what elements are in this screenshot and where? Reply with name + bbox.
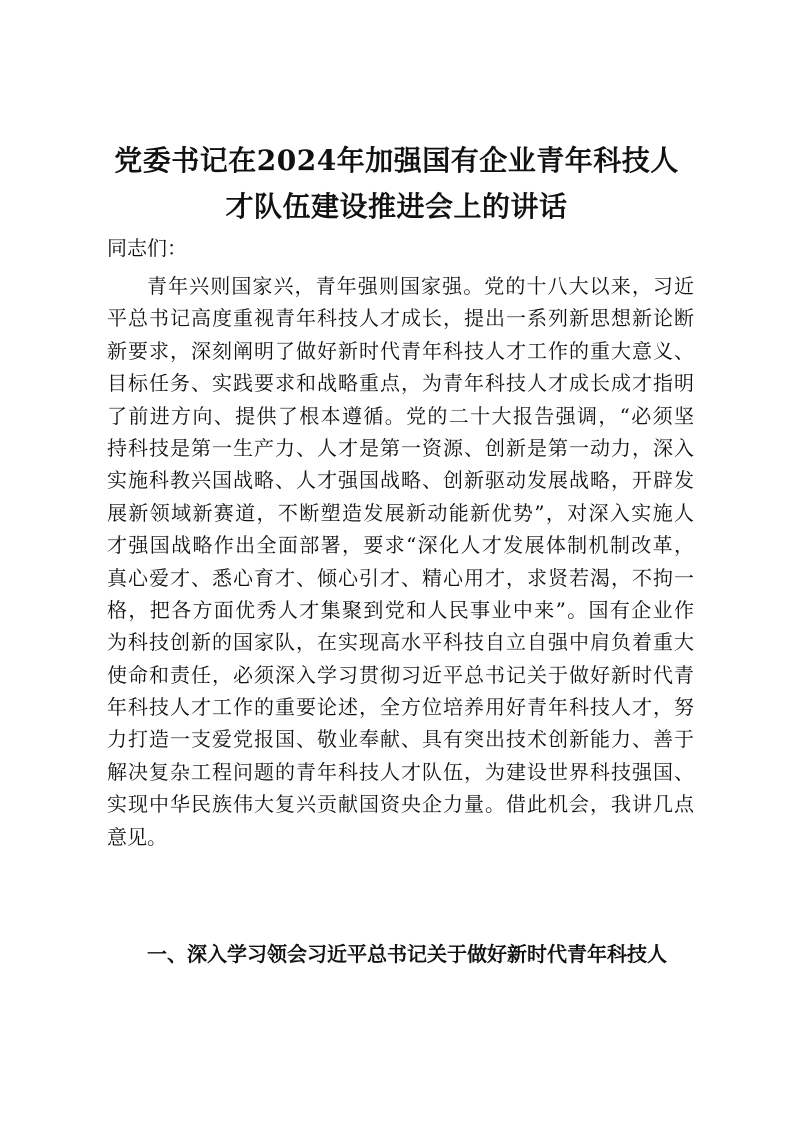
paragraph-line: 青年兴则国家兴，青年强则国家强。党的十八大以来，习近 (147, 274, 694, 298)
title-line-2: 才队伍建设推进会上的讲话 (225, 190, 568, 223)
paragraph-line: 年科技人才工作的重要论述，全方位培养用好青年科技人才，努 (107, 695, 694, 720)
paragraph-line: 力打造一支爱党报国、敬业奉献、具有突出技术创新能力、善于 (107, 727, 694, 752)
paragraph-line: 展新领域新赛道，不断塑造发展新动能新优势”，对深入实施人 (107, 500, 694, 525)
paragraph-line: 实现中华民族伟大复兴贡献国资央企力量。借此机会，我讲几点 (107, 792, 694, 817)
paragraph-line: 格，把各方面优秀人才集聚到党和人民事业中来”。国有企业作 (107, 597, 694, 622)
paragraph-line: 了前进方向、提供了根本遵循。党的二十大报告强调，“必须坚 (107, 403, 694, 428)
section-heading: 一、深入学习领会习近平总书记关于做好新时代青年科技人 (147, 942, 667, 966)
paragraph-line: 实施科教兴国战略、人才强国战略、创新驱动发展战略，开辟发 (107, 468, 694, 493)
paragraph-line: 持科技是第一生产力、人才是第一资源、创新是第一动力，深入 (107, 435, 694, 460)
document-title (100, 138, 693, 230)
paragraph-line: 解决复杂工程问题的青年科技人才队伍，为建设世界科技强国、 (107, 759, 694, 784)
paragraph-1 (107, 270, 694, 853)
paragraph-line: 真心爱才、悉心育才、倾心引才、精心用才，求贤若渴，不拘一 (107, 565, 694, 590)
paragraph-line: 使命和责任，必须深入学习贯彻习近平总书记关于做好新时代青 (107, 662, 694, 687)
paragraph-line: 新要求，深刻阐明了做好新时代青年科技人才工作的重大意义、 (107, 338, 694, 363)
title-line-1: 党委书记在2024年加强国有企业青年科技人 (114, 144, 679, 177)
salutation: 同志们： (107, 236, 187, 260)
paragraph-line: 意见。 (107, 824, 167, 849)
paragraph-line: 为科技创新的国家队，在实现高水平科技自立自强中肩负着重大 (107, 630, 694, 655)
paragraph-line: 平总书记高度重视青年科技人才成长，提出一系列新思想新论断 (107, 306, 694, 331)
paragraph-line: 才强国战略作出全面部署，要求“深化人才发展体制机制改革， (107, 533, 694, 558)
paragraph-line: 目标任务、实践要求和战略重点，为青年科技人才成长成才指明 (107, 371, 694, 396)
